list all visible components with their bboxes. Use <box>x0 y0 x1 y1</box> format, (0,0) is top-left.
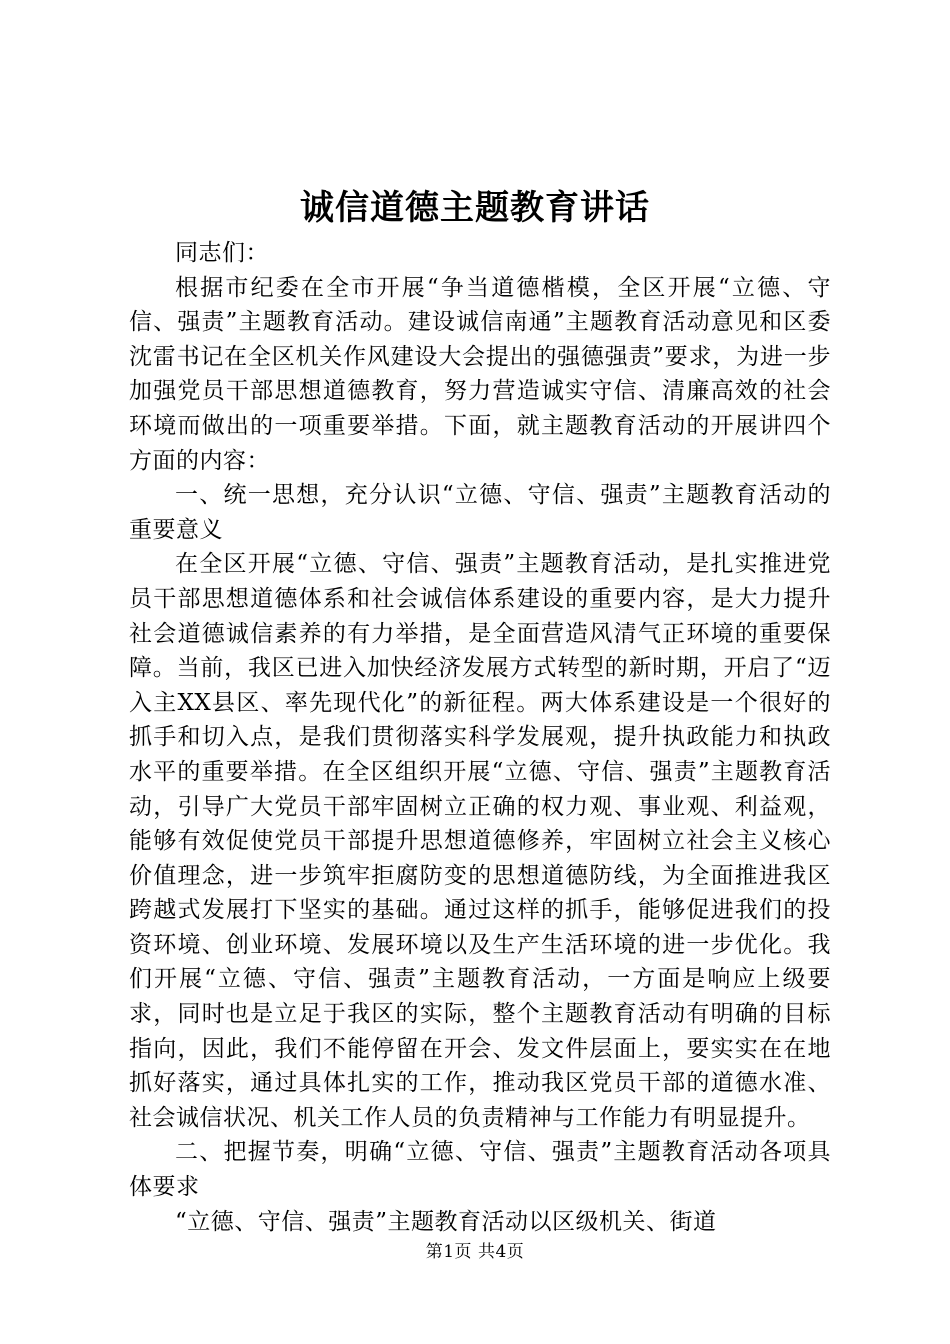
section-1-paragraph: 在全区开展“立德、守信、强责”主题教育活动，是扎实推进党员干部思想道德体系和社会诚信体系建设的重要内容，是大力提升社会道德诚信素养的有力举措，是全面营造风清气正环境的重要保障。当前，我区已进入加快经济发展方式转型的新时期，开启了“迈入主XX县区、率先现代化”的新征程。两大体系建设是一个很好的抓手和切入点，是我们贯彻落实科学发展观，提升执政能力和执政水平的重要举措。在全区组织开展“立德、守信、强责”主题教育活动，引导广大党员干部牢固树立正确的权力观、事业观、利益观，能够有效促使党员干部提升思想道德修养，牢固树立社会主义核心价值理念，进一步筑牢拒腐防变的思想道德防线，为全面推进我区跨越式发展打下坚实的基础。通过这样的抓手，能够促进我们的投资环境、创业环境、发展环境以及生产生活环境的进一步优化。我们开展“立德、守信、强责”主题教育活动，一方面是响应上级要求，同时也是立足于我区的实际，整个主题教育活动有明确的目标指向，因此，我们不能停留在开会、发文件层面上，要实实在在地抓好落实，通过具体扎实的工作，推动我区党员干部的道德水准、社会诚信状况、机关工作人员的负责精神与工作能力有明显提升。 <box>129 551 831 1131</box>
intro-paragraph: 根据市纪委在全市开展“争当道德楷模，全区开展“立德、守信、强责”主题教育活动。建设诚信南通”主题教育活动意见和区委沈雷书记在全区机关作风建设大会提出的强德强责”要求，为进一步加强党员干部思想道德教育，努力营造诚实守信、清廉高效的社会环境而做出的一项重要举措。下面，就主题教育活动的开展讲四个方面的内容： <box>129 274 831 474</box>
page-number-footer: 第1页 共4页 <box>425 1242 525 1262</box>
section-heading-1: 一、统一思想，充分认识“立德、守信、强责”主题教育活动的重要意义 <box>129 482 831 543</box>
section-2-paragraph: “立德、守信、强责”主题教育活动以区级机关、街道 <box>175 1208 717 1235</box>
document-title: 诚信道德主题教育讲话 <box>300 188 650 228</box>
section-heading-2: 二、把握节奏，明确“立德、守信、强责”主题教育活动各项具体要求 <box>129 1139 831 1201</box>
salutation-paragraph: 同志们： <box>175 240 269 266</box>
document-body <box>129 236 831 1239</box>
